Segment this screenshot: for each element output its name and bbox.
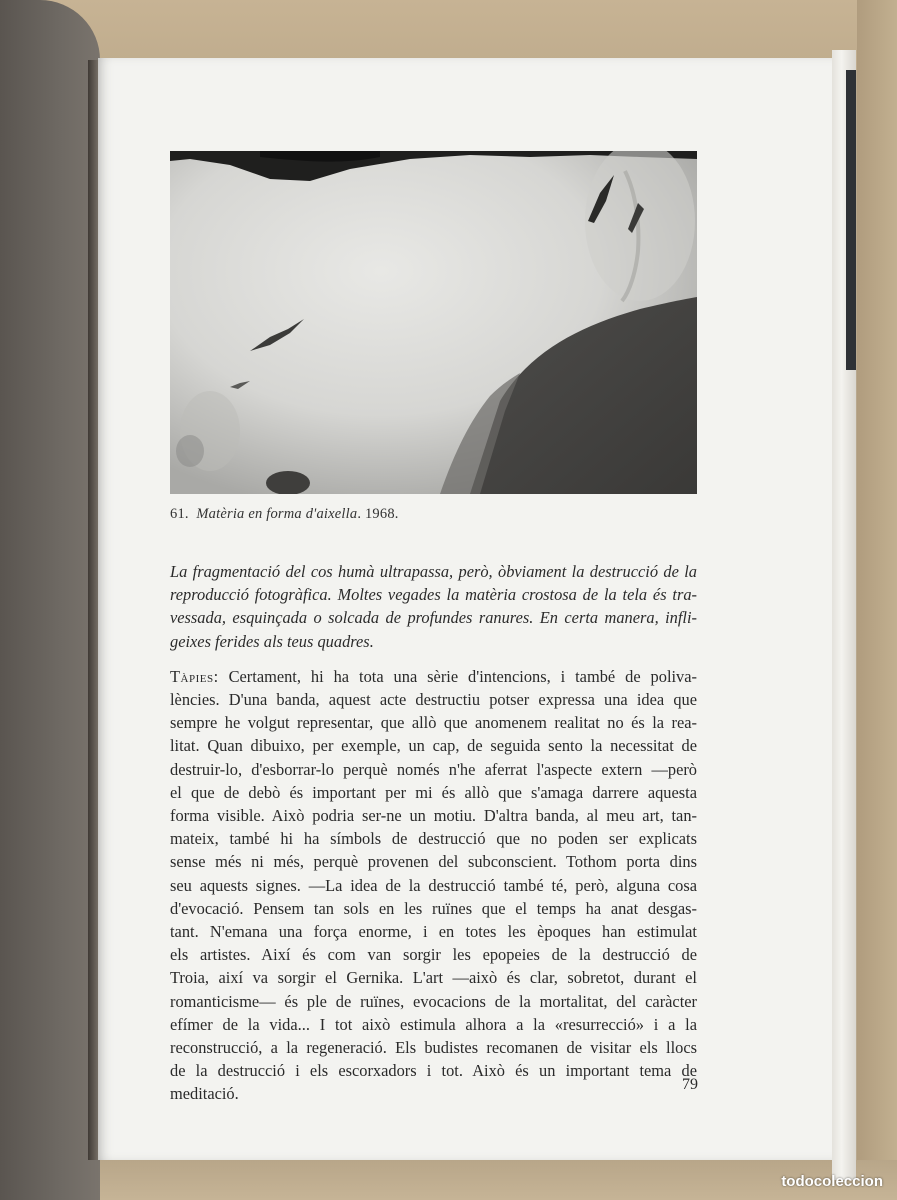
text-line: lències. D'una banda, aquest acte destructiu potser expressa una idea que — [170, 690, 697, 710]
text-line: tant. N'emana una força enorme, i en totes les èpoques han estimulat — [170, 922, 697, 942]
artwork-photo — [170, 151, 697, 494]
text-line: La fragmentació del cos humà ultrapassa, però, òbviament la destrucció de la — [170, 562, 697, 581]
cover-dark-strip — [846, 70, 856, 370]
table-background-right — [857, 0, 897, 1200]
text-line: efímer de la vida... I tot això estimula alhora a la «resurrecció» i a la — [170, 1014, 697, 1034]
text-line: Troia, així va sorgir el Gernika. L'art —això és clar, sobretot, durant el — [170, 968, 697, 988]
text-line: sense més ni més, perquè provenen del subconscient. Tothom porta dins — [170, 852, 697, 872]
text-line: geixes ferides als teus quadres. — [170, 631, 374, 651]
text-line: destruir-lo, d'esborrar-lo perquè només n'he aferrat l'aspecte extern —però — [170, 759, 697, 779]
text-line: el que de debò és important per mi és allò que s'amaga darrere aquesta — [170, 782, 697, 802]
speaker-name: Tàpies: — [170, 666, 219, 686]
artist-answer — [170, 665, 697, 1106]
text-line: forma visible. Això podria ser-ne un motiu. D'altra banda, al meu art, tan- — [170, 806, 697, 826]
text-line: romanticisme— és ple de ruïnes, evocacions de la mortalitat, del caràcter — [170, 991, 697, 1011]
figure-number: 61. — [170, 506, 189, 522]
interviewer-question — [170, 560, 697, 653]
text-line: reproducció fotogràfica. Moltes vegades la matèria crostosa de la tela és tra- — [170, 585, 697, 605]
text-line: d'evocació. Pensem tan sols en les ruïnes que el temps ha anat desgas- — [170, 898, 697, 918]
text-line: vessada, esquinçada o solcada de profundes ranures. En certa manera, infli- — [170, 608, 697, 628]
facing-page — [0, 0, 100, 1200]
figure-title: Matèria en forma d'aixella — [196, 506, 358, 522]
book-page — [98, 58, 832, 1160]
text-line: Tàpies: Certament, hi ha tota una sèrie d'intencions, i també de poliva- — [170, 666, 697, 686]
text-line: mateix, també hi ha símbols de destrucció que no poden ser explicats — [170, 829, 697, 849]
figure-caption — [170, 506, 697, 523]
text-line: litat. Quan dibuixo, per exemple, un cap, de seguida sento la necessitat de — [170, 736, 697, 756]
page-number: 79 — [682, 1076, 698, 1093]
table-background-bottom — [0, 1160, 897, 1200]
text-line: de la destrucció i els escorxadors i tot. Això és un important tema de — [170, 1061, 697, 1081]
text-line: seu aquests signes. —La idea de la destrucció també té, però, alguna cosa — [170, 875, 697, 895]
text-line: reconstrucció, a la regeneració. Els budistes recomanen de visitar els llocs — [170, 1038, 697, 1058]
text-line: sempre he volgut representar, que allò que anomenem realitat no és la rea- — [170, 713, 697, 733]
figure-year: . 1968. — [357, 506, 399, 522]
text-line: els artistes. Així és com van sorgir les epopeies de la destrucció de — [170, 945, 697, 965]
watermark: todocoleccion — [781, 1173, 883, 1190]
text-line: meditació. — [170, 1084, 239, 1104]
body-text — [170, 560, 697, 1106]
